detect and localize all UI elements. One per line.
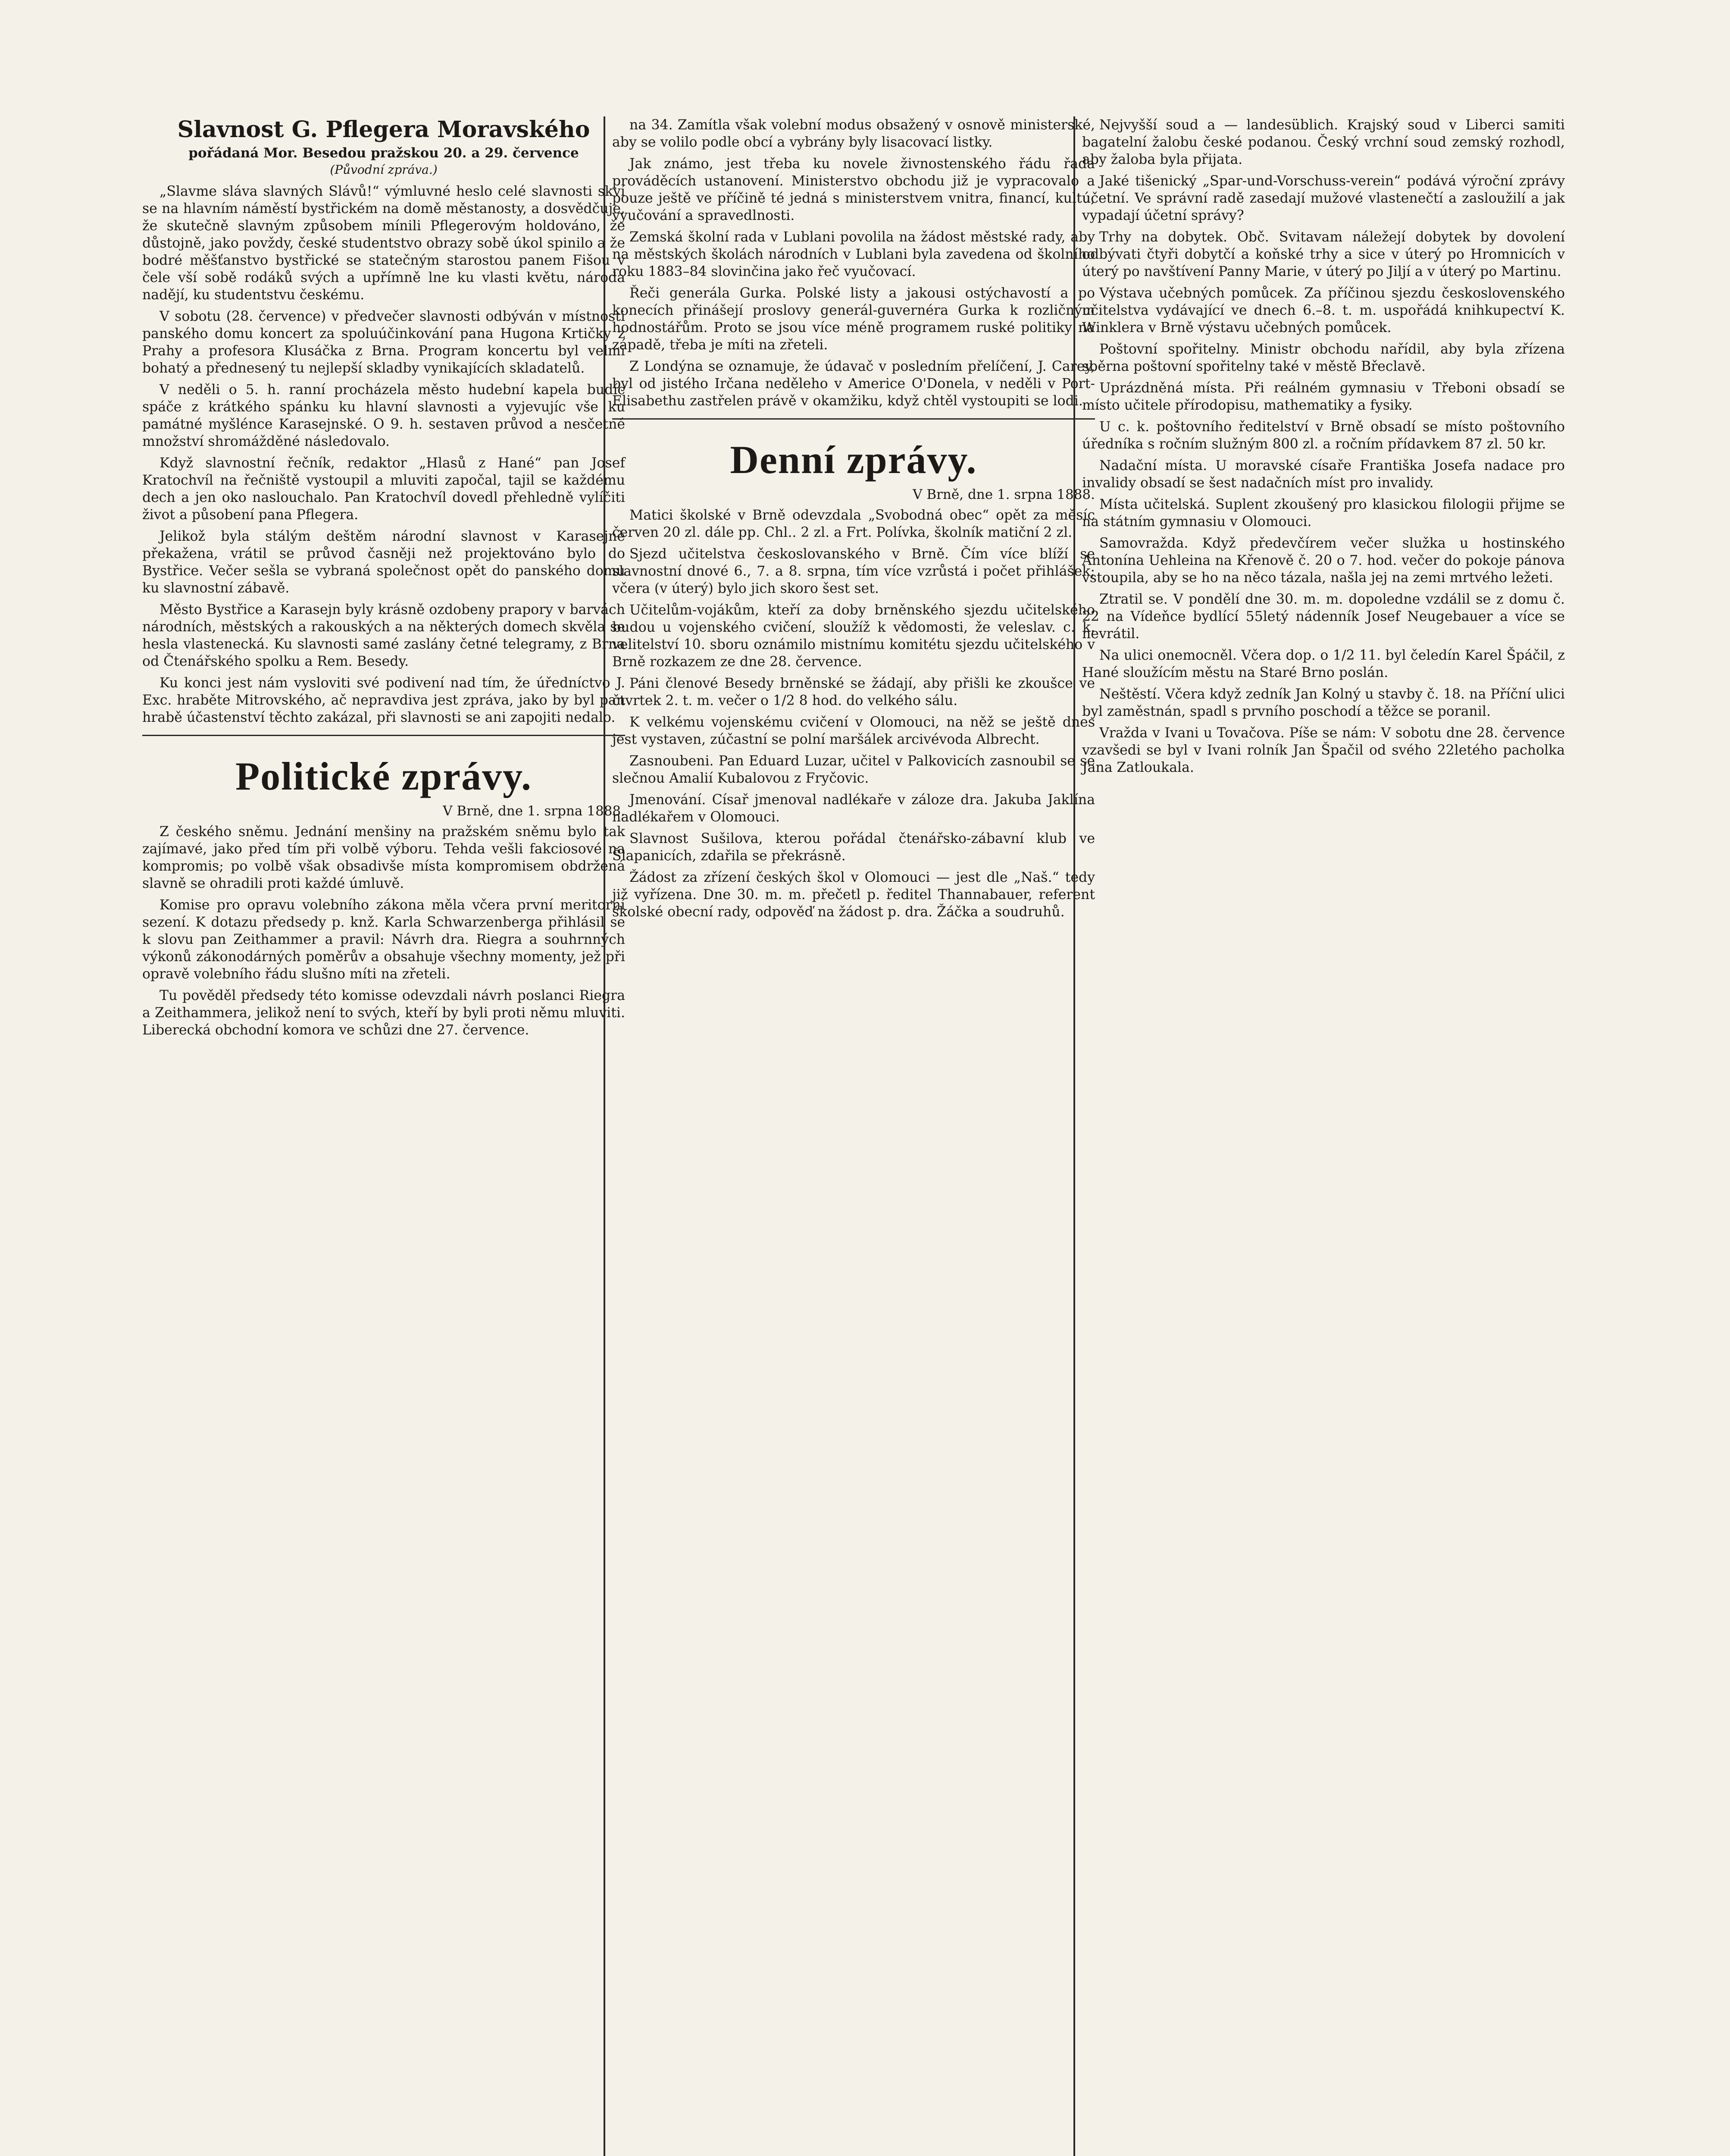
paragraph: Poštovní spořitelny. Ministr obchodu nařídil, aby byla zřízena sběrna poštovní spořitelny také v městě Břeclavě. [1082, 342, 1565, 374]
divider [142, 735, 625, 736]
paragraph: Z Londýna se oznamuje, že údavač v posledním přelíčení, J. Carey, byl od jistého Irčana neděleho v Americe O'Donela, v neděli v Port-Elisabethu zastřelen právě v okamžiku, když chtěl vystoupiti se lodi. [612, 359, 1095, 409]
paragraph: Učitelům-vojákům, kteří za doby brněnského sjezdu učitelského budou u vojenského cvičení, sloužíž k vědomosti, že veleslav. c. k. velitelství 10. sboru oznámilo mistnímu komitétu sjezdu učitelského v Brně rozkazem ze dne 28. července. [612, 602, 1095, 670]
paragraph: Místa učitelská. Suplent zkoušený pro klasickou filologii přijme se na státním gymnasiu v Olomouci. [1082, 497, 1565, 530]
article-subtitle: pořádaná Mor. Besedou pražskou 20. a 29. července [188, 145, 579, 161]
paragraph: Ztratil se. V pondělí dne 30. m. m. dopoledne vzdálil se z domu č. 22 na Vídeňce bydlící 55letý nádenník Josef Neugebauer a více se nevrátil. [1082, 592, 1565, 642]
paragraph: Žádost za zřízení českých škol v Olomouci — jest dle „Naš.“ tedy již vyřízena. Dne 30. m. m. přečetl p. ředitel Thannabauer, referent školské obecní rady, odpověď na žádost p. dra. Žáčka a soudruhů. [612, 870, 1095, 920]
paragraph: Na ulici onemocněl. Včera dop. o 1/2 11. byl čeledín Karel Špáčil, z Hané sloužícím městu na Staré Brno poslán. [1082, 648, 1565, 680]
paragraph: Komise pro opravu volebního zákona měla včera první meritorní sezení. K dotazu předsedy p. knž. Karla Schwarzenberga přihlásil se k slovu pan Zeithammer a pravil: Návrh dra. Riegra a souhrnných výkonů zákonodárných poměrův a obsahuje všechny momenty, jež při opravě volebního řádu slušno míti na zřeteli. [142, 897, 625, 982]
paragraph: Řeči generála Gurka. Polské listy a jakousi ostýchavostí a po konecích přinášejí proslovy generál-guvernéra Gurka k rozličným hodnostářům. Proto se jsou více méně programem ruské politiky na západě, třeba je míti na zřeteli. [612, 285, 1095, 353]
paragraph: na 34. Zamítla však volební modus obsažený v osnově ministerské, aby se volilo podle obcí a vybrány byly lisacovací listky. [612, 117, 1095, 150]
paragraph: Zemská školní rada v Lublani povolila na žádost městské rady, aby na městských školách národních v Lublani byla zavedena od školního roku 1883–84 slovinčina jako řeč vyučovací. [612, 229, 1095, 279]
column-2 [612, 116, 1095, 925]
paragraph: Uprázdněná místa. Při reálném gymnasiu v Třeboni obsadí se místo učitele přírodopisu, mathematiky a fysiky. [1082, 380, 1565, 413]
paragraph: U c. k. poštovního ředitelství v Brně obsadí se místo poštovního úředníka s ročním služným 800 zl. a ročním přídavkem 87 zl. 50 kr. [1082, 419, 1565, 452]
section-title: Denní zprávy. [730, 438, 977, 482]
paragraph: Zasnoubeni. Pan Eduard Luzar, učitel v Palkovicích zasnoubil se se slečnou Amalií Kubalovou z Fryčovic. [612, 753, 1095, 786]
paragraph: Ku konci jest nám vysloviti své podivení nad tím, že úředníctvo J. Exc. hraběte Mitrovského, ač nepravdiva jest zpráva, jako by byl pan hrabě účastenství těchto zakázal, při slavnosti se ani zapojiti nedalo. [142, 675, 625, 725]
paragraph: Město Bystřice a Karasejn byly krásně ozdobeny prapory v barvách národních, městských a rakouských a na některých domech skvěla se hesla vlastenecká. Ku slavnosti samé zaslány četné telegramy, z Brna od Čtenářského spolku a Rem. Besedy. [142, 602, 625, 669]
article-note: (Původní zpráva.) [330, 163, 438, 177]
paragraph: „Slavme sláva slavných Slávů!“ výmluvné heslo celé slavnosti skví se na hlavním náměstí bystřickém na domě městanosty, a dosvědčuje, že skutečně slavným způsobem mínili Pflegerovým holdováno, že důstojně, jako povždy, české studentstvo obrazy sobě úkol spinilo a že bodré měšťanstvo bystřické se statečným starostou panem Fišou v čele vší sobě rodáků svých a upřímně lne ku vlasti květu, národa nadějí, ku studentstvu českému. [142, 184, 625, 303]
paragraph: Neštěstí. Včera když zedník Jan Kolný u stavby č. 18. na Příční ulici byl zaměstnán, spadl s prvního poschodí a těžce se poranil. [1082, 686, 1565, 719]
paragraph: Sjezd učitelstva českoslovanského v Brně. Čím více blíží se slavnostní dnové 6., 7. a 8. srpna, tím více vzrůstá i počet přihlášek; včera (v úterý) bylo jich skoro šest set. [612, 546, 1095, 596]
paragraph: Jak známo, jest třeba ku novele živnostenského řádu řada prováděcích ustanovení. Ministerstvo obchodu již je vypracovalo a pouze ještě ve příčině té jedná s ministerstvem vnitra, financí, kultu, vyučování a spravedlnosti. [612, 156, 1095, 223]
dateline: V Brně, dne 1. srpna 1888. [913, 487, 1095, 502]
paragraph: Výstava učebných pomůcek. Za příčinou sjezdu československého učitelstva vydávající ve dnech 6.–8. t. m. uspořádá knihkupectví K. Winklera v Brně výstavu učebných pomůcek. [1082, 285, 1565, 335]
article-title: Slavnost G. Pflegera Moravského [177, 116, 590, 143]
paragraph: Tu pověděl předsedy této komisse odevzdali návrh poslanci Riegra a Zeithammera, jelikož není to svých, kteří by byli proti němu mluviti. Liberecká obchodní komora ve schůzi dne 27. července. [142, 988, 625, 1038]
column-3 [1082, 116, 1565, 780]
paragraph: Samovražda. Když předevčírem večer služka u hostinského Antonína Uehleina na Křenově č. 20 o 7. hod. večer do pokoje pánova vstoupila, aby se ho na něco tázala, našla jej na zemi mrtvého ležeti. [1082, 536, 1565, 586]
paragraph: Páni členové Besedy brněnské se žádají, aby přišli ke zkoušce ve čtvrtek 2. t. m. večer o 1/2 8 hod. do velkého sálu. [612, 676, 1095, 708]
paragraph: Jelikož byla stálým deštěm národní slavnost v Karasejně překažena, vrátil se průvod časněji než projektováno bylo do Bystřice. Večer sešla se vybraná společnost opět do panského domu ku slavnostní zábavě. [142, 529, 625, 596]
paragraph: V sobotu (28. července) v předvečer slavnosti odbýván v místnosti panského domu koncert za spoluúčinkování pana Hugona Krtičky z Prahy a profesora Klusáčka z Brna. Program koncertu byl velmi bohatý a přednesený tu nejlepší skladby vynikajících skladatelů. [142, 309, 625, 376]
divider [612, 418, 1095, 420]
paragraph: Vražda v Ivani u Tovačova. Píše se nám: V sobotu dne 28. července vzavšedi se byl v Ivani rolník Jan Špačil od svého 22letého pacholka Jana Zatloukala. [1082, 725, 1565, 775]
paragraph: Jmenování. Císař jmenoval nadlékaře v záloze dra. Jakuba Jaklína nadlékařem v Olomouci. [612, 792, 1095, 825]
paragraph: Z českého sněmu. Jednání menšiny na pražském sněmu bylo tak zajímavé, jako před tím při volbě výboru. Tehda vešli fakciosové na kompromis; po volbě však obsadivše místa kompromisem obdržená slavně se ohradili proti každé úmluvě. [142, 824, 625, 891]
dateline: V Brně, dne 1. srpna 1888. [443, 803, 625, 819]
paragraph: Nadační místa. U moravské císaře Františka Josefa nadace pro invalidy obsadí se šest nadačních míst pro invalidy. [1082, 458, 1565, 491]
section-title: Politické zprávy. [235, 754, 532, 798]
paragraph: Matici školské v Brně odevzdala „Svobodná obec“ opět za měsíc červen 20 zl. dále pp. Chl.. 2 zl. a Frt. Polívka, školník matiční 2 zl. [612, 508, 1095, 540]
paragraph: Trhy na dobytek. Obč. Svitavam náležejí dobytek by dovolení odbývati čtyři dobytčí a koňské trhy a sice v úterý po Hromnicích v úterý po navštívení Panny Marie, v úterý po Jiljí a v úterý po Martinu. [1082, 229, 1565, 279]
column-1 [142, 116, 625, 1043]
paragraph: Slavnost Sušilova, kterou pořádal čtenářsko-zábavní klub ve Šlapanicích, zdařila se překrásně. [612, 831, 1095, 864]
paragraph: Nejvyšší soud a — landesüblich. Krajský soud v Liberci samiti bagatelní žalobu české podanou. Český vrchní soud zemský rozhodl, aby žaloba byla přijata. [1082, 117, 1565, 167]
paragraph: K velkému vojenskému cvičení v Olomouci, na něž se ještě dnes jest vystaven, zúčastní se polní maršálek arcivévoda Albrecht. [612, 714, 1095, 747]
paragraph: Jaké tišenický „Spar-und-Vorschuss-verein“ podává výroční zprávy účetní. Ve správní radě zasedají mužové vlastenečtí a zasloužilí a jak vypadají účetní správy? [1082, 173, 1565, 223]
paragraph: Když slavnostní řečník, redaktor „Hlasů z Hané“ pan Josef Kratochvíl na řečniště vystoupil a mluviti započal, tajil se každému dech a jen oko naslouchalo. Pan Kratochvíl dovedl přehledně vylíčiti život a působení pana Pflegera. [142, 455, 625, 523]
paragraph: V neděli o 5. h. ranní procházela město hudební kapela budíc spáče z krátkého spánku ku hlavní slavnosti a vyjevujíc vše ku památné myšlénce Karasejnské. O 9. h. sestaven průvod a nesčetné množství shromážděné následovalo. [142, 382, 625, 449]
